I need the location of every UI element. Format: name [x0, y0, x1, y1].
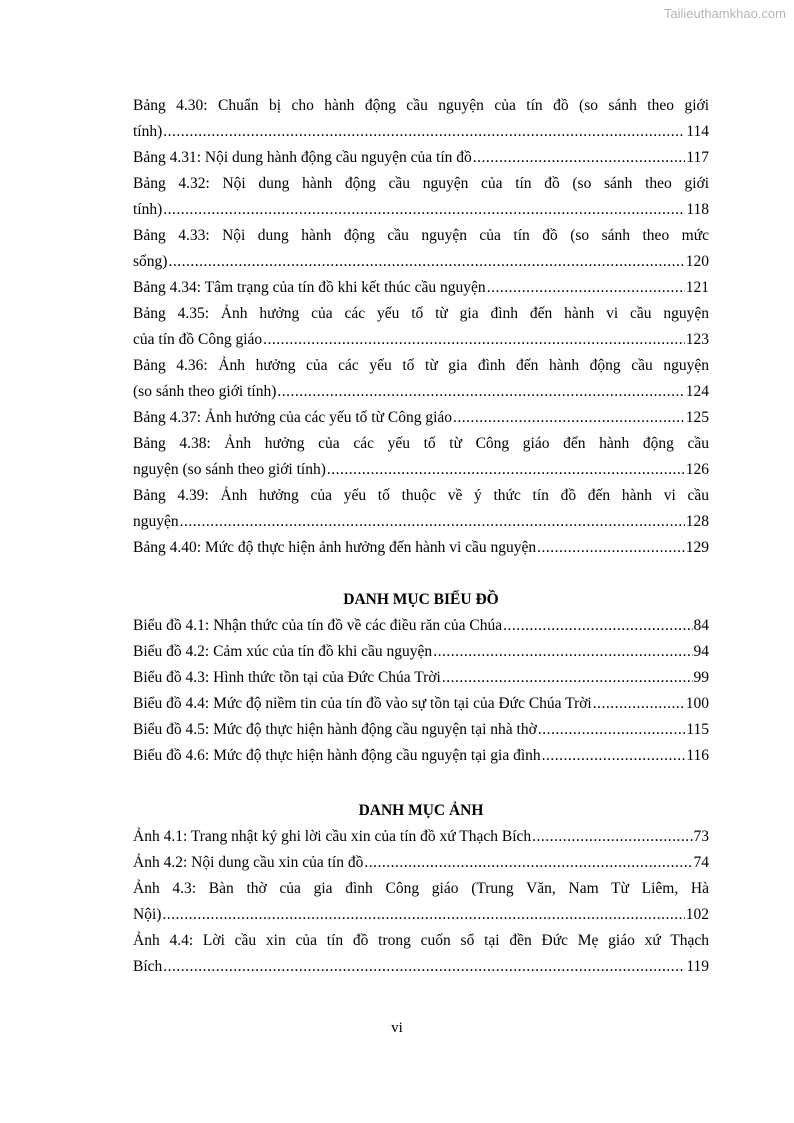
toc-page-number: 74: [693, 854, 709, 871]
toc-page-number: 119: [686, 958, 709, 975]
toc-entry-title: Biểu đồ 4.1: Nhận thức của tín đồ về các điều răn của Chúa: [133, 617, 503, 634]
leader-dots: [162, 902, 684, 928]
toc-page-number: 125: [685, 409, 709, 426]
toc-page-number: 73: [693, 828, 709, 845]
toc-entry-title: Bảng 4.37: Ảnh hưởng của các yếu tố từ Công giáo: [133, 409, 453, 426]
leader-dots: [163, 119, 685, 145]
leader-dots: [163, 197, 685, 223]
leader-dots: [364, 850, 692, 876]
toc-entry-title: Biểu đồ 4.5: Mức độ thực hiện hành động cầu nguyện tại nhà thờ: [133, 721, 537, 738]
toc-entry-title-cont: sống): [133, 253, 168, 270]
toc-entry[interactable]: [133, 535, 709, 561]
toc-entry-title-cont: của tín đồ Công giáo: [133, 331, 263, 348]
leader-dots: [180, 509, 685, 535]
leader-dots: [503, 613, 692, 639]
toc-entry-title-cont: Nội): [133, 906, 162, 923]
toc-entry[interactable]: [133, 301, 709, 353]
toc-entry-title: Bảng 4.32: Nội dung hành động cầu nguyện của tín đồ (so sánh theo giới: [133, 175, 709, 192]
toc-page-number: 84: [693, 617, 709, 634]
toc-entry-title-cont: tính): [133, 123, 163, 140]
leader-dots: [442, 665, 693, 691]
toc-page-number: 102: [685, 906, 709, 923]
toc-entry-title: Bảng 4.35: Ảnh hưởng của các yếu tố từ gia đình đến hành vi cầu nguyện: [133, 305, 709, 322]
toc-entry[interactable]: [133, 171, 709, 223]
toc-entry-title: Biểu đồ 4.6: Mức độ thực hiện hành động cầu nguyện tại gia đình: [133, 747, 541, 764]
leader-dots: [327, 457, 685, 483]
leader-dots: [263, 327, 685, 353]
section-title-charts: DANH MỤC BIỂU ĐỒ: [343, 591, 499, 608]
toc-page-number: 126: [685, 461, 709, 478]
leader-dots: [433, 639, 692, 665]
leader-dots: [538, 717, 686, 743]
toc-entry[interactable]: [133, 353, 709, 405]
toc-entry-title: Biểu đồ 4.2: Cảm xúc của tín đồ khi cầu nguyện: [133, 643, 433, 660]
toc-entry[interactable]: [133, 431, 709, 483]
toc-page-number: 118: [686, 201, 709, 218]
toc-entry[interactable]: [133, 876, 709, 928]
toc-content: [133, 93, 709, 980]
leader-dots: [473, 145, 686, 171]
toc-entry-title-cont: tính): [133, 201, 163, 218]
toc-page-number: 100: [685, 695, 709, 712]
toc-entry[interactable]: [133, 850, 709, 876]
toc-entry-title: Biểu đồ 4.4: Mức độ niềm tin của tín đồ vào sự tồn tại của Đức Chúa Trời: [133, 695, 592, 712]
toc-entry-title: Biểu đồ 4.3: Hình thức tồn tại của Đức Chúa Trời: [133, 669, 441, 686]
toc-entry[interactable]: [133, 145, 709, 171]
toc-entry[interactable]: [133, 93, 709, 145]
toc-page-number: 115: [686, 721, 709, 738]
toc-entry[interactable]: [133, 691, 709, 717]
toc-entry-title: Bảng 4.38: Ảnh hưởng của các yếu tố từ Công giáo đến hành động cầu: [133, 435, 709, 452]
toc-entry[interactable]: [133, 483, 709, 535]
toc-page-number: 94: [693, 643, 709, 660]
toc-entry-title: Bảng 4.33: Nội dung hành động cầu nguyện của tín đồ (so sánh theo mức: [133, 227, 709, 244]
toc-page-number: 117: [686, 149, 709, 166]
toc-entry-title: Bảng 4.30: Chuẩn bị cho hành động cầu nguyện của tín đồ (so sánh theo giới: [133, 97, 709, 114]
toc-page-number: 114: [686, 123, 709, 140]
toc-entry-title-cont: (so sánh theo giới tính): [133, 383, 277, 400]
toc-entry[interactable]: [133, 717, 709, 743]
toc-entry-title-cont: Bích: [133, 958, 163, 975]
section-title-images: DANH MỤC ẢNH: [358, 802, 484, 819]
toc-entry-title-cont: nguyện: [133, 513, 179, 530]
leader-dots: [168, 249, 684, 275]
toc-entry[interactable]: [133, 613, 709, 639]
toc-entry-title-cont: nguyện (so sánh theo giới tính): [133, 461, 326, 478]
toc-page-number: 129: [685, 539, 709, 556]
toc-page-number: 120: [685, 253, 709, 270]
toc-entry[interactable]: [133, 665, 709, 691]
leader-dots: [537, 535, 685, 561]
leader-dots: [163, 954, 685, 980]
toc-page-number: 124: [685, 383, 709, 400]
toc-entry-title: Bảng 4.40: Mức độ thực hiện ảnh hưởng đến hành vi cầu nguyện: [133, 539, 537, 556]
leader-dots: [593, 691, 685, 717]
watermark: Tailieuthamkhao.com: [663, 6, 786, 21]
toc-page-number: 123: [685, 331, 709, 348]
toc-entry[interactable]: [133, 405, 709, 431]
toc-entry-title: Ảnh 4.2: Nội dung cầu xin của tín đồ: [133, 854, 364, 871]
toc-entry-title: Ảnh 4.3: Bàn thờ của gia đình Công giáo (Trung Văn, Nam Từ Liêm, Hà: [133, 880, 709, 897]
leader-dots: [453, 405, 685, 431]
toc-entry[interactable]: [133, 928, 709, 980]
leader-dots: [277, 379, 684, 405]
toc-page-number: 121: [685, 279, 709, 296]
toc-entry-title: Bảng 4.36: Ảnh hưởng của các yếu tố từ gia đình đến hành động cầu nguyện: [133, 357, 709, 374]
toc-entry-title: Bảng 4.31: Nội dung hành động cầu nguyện của tín đồ: [133, 149, 472, 166]
toc-entry-title: Bảng 4.39: Ảnh hưởng của yếu tố thuộc về ý thức tín đồ đến hành vi cầu: [133, 487, 709, 504]
toc-page-number: 128: [685, 513, 709, 530]
toc-entry-title: Ảnh 4.1: Trang nhật ký ghi lời cầu xin của tín đồ xứ Thạch Bích: [133, 828, 532, 845]
toc-entry[interactable]: [133, 743, 709, 769]
toc-entry[interactable]: [133, 275, 709, 301]
leader-dots: [542, 743, 686, 769]
toc-page-number: 99: [693, 669, 709, 686]
page-number: vi: [391, 1020, 403, 1036]
toc-entry[interactable]: [133, 824, 709, 850]
toc-page-number: 116: [686, 747, 709, 764]
leader-dots: [487, 275, 685, 301]
toc-entry-title: Ảnh 4.4: Lời cầu xin của tín đồ trong cuốn sổ tại đền Đức Mẹ giáo xứ Thạch: [133, 932, 709, 949]
toc-entry-title: Bảng 4.34: Tâm trạng của tín đồ khi kết thúc cầu nguyện: [133, 279, 486, 296]
toc-entry[interactable]: [133, 223, 709, 275]
toc-entry[interactable]: [133, 639, 709, 665]
leader-dots: [532, 824, 692, 850]
